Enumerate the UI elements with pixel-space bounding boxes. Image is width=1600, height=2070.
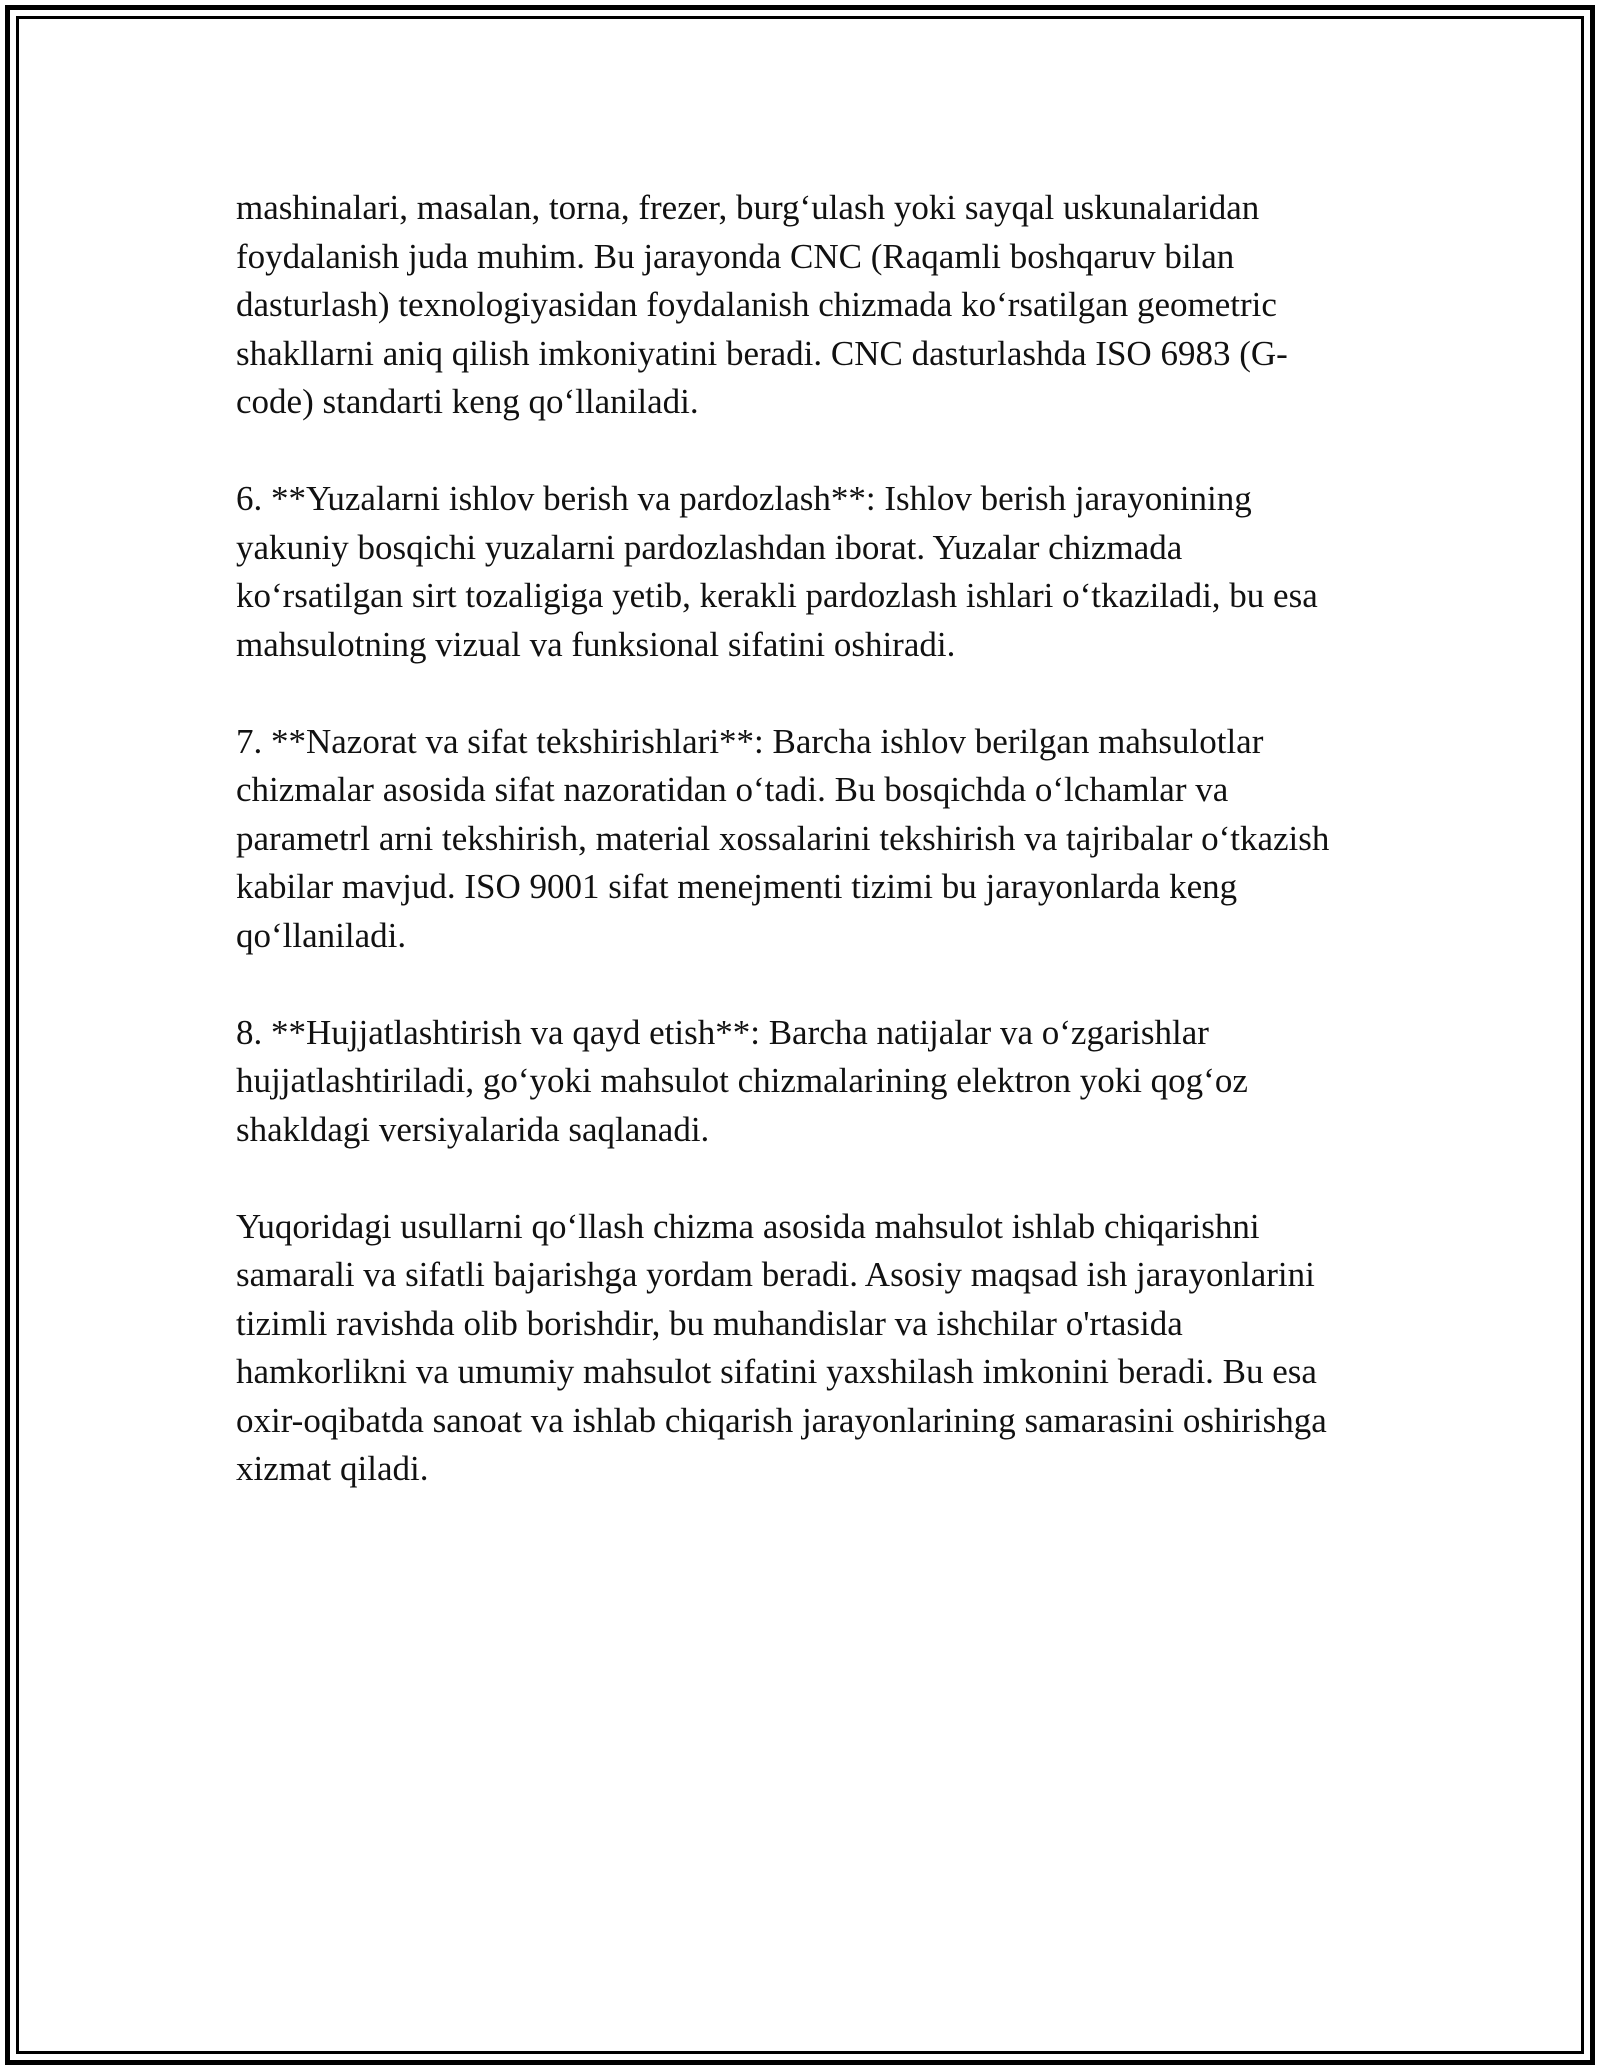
paragraph-documentation: 8. **Hujjatlashtirish va qayd etish**: Barcha natijalar va o‘zgarishlar hujjatlashtiriladi, go‘yoki mahsulot chizmalarining elektron yoki qog‘oz shakldagi versiyalarida saqlanadi.: [236, 1012, 1248, 1149]
paragraph-conclusion: Yuqoridagi usullarni qo‘llash chizma asosida mahsulot ishlab chiqarishni samarali va sifatli bajarishga yordam beradi. Asosiy maqsad ish jarayonlarini tizimli ravishda olib borishdir, bu muhandislar va ishchilar o'rtasida hamkorlikni va umumiy mahsulot sifatini yaxshilash imkonini beradi. Bu esa oxir-oqibatda sanoat va ishlab chiqarish jarayonlarining samarasini oshirishga xizmat qiladi.: [236, 1206, 1327, 1488]
document-body: [236, 184, 1346, 1494]
paragraph-surface-finishing: 6. **Yuzalarni ishlov berish va pardozlash**: Ishlov berish jarayonining yakuniy bosqichi yuzalarni pardozlashdan iborat. Yuzalar chizmada ko‘rsatilgan sirt tozaligiga yetib, kerakli pardozlash ishlari o‘tkaziladi, bu esa mahsulotning vizual va funksional sifatini oshiradi.: [236, 479, 1318, 664]
paragraph-cnc-machining: mashinalari, masalan, torna, frezer, burg‘ulash yoki sayqal uskunalaridan foydalanish juda muhim. Bu jarayonda CNC (Raqamli boshqaruv bilan dasturlash) texnologiyasidan foydalanish chizmada ko‘rsatilgan geometric shakllarni aniq qilish imkoniyatini beradi. CNC dasturlashda ISO 6983 (G-code) standarti keng qo‘llaniladi.: [236, 188, 1288, 421]
paragraph-quality-control: 7. **Nazorat va sifat tekshirishlari**: Barcha ishlov berilgan mahsulotlar chizmalar asosida sifat nazoratidan o‘tadi. Bu bosqichda o‘lchamlar va parametrl arni tekshirish, material xossalarini tekshirish va tajribalar o‘tkazish kabilar mavjud. ISO 9001 sifat menejmenti tizimi bu jarayonlarda keng qo‘llaniladi.: [236, 721, 1330, 955]
